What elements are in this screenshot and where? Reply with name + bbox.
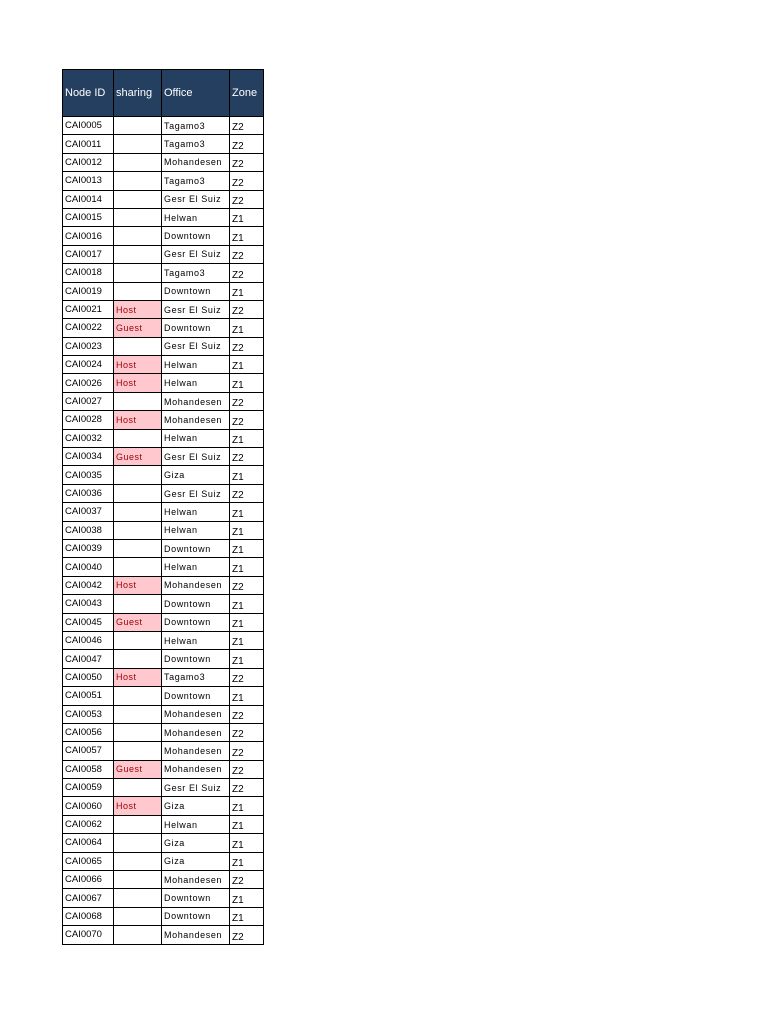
cell-office[interactable]: Helwan	[162, 429, 230, 447]
table-row	[63, 815, 264, 833]
cell-node-id[interactable]: CAI0066	[63, 871, 114, 889]
cell-zone[interactable]: Z1	[230, 852, 264, 870]
table-row	[63, 576, 264, 594]
cell-node-id[interactable]: CAI0024	[63, 356, 114, 374]
header-office[interactable]: Office	[162, 70, 230, 117]
cell-sharing[interactable]	[114, 723, 162, 741]
cell-zone[interactable]: Z1	[230, 797, 264, 815]
cell-zone[interactable]: Z2	[230, 153, 264, 171]
cell-zone[interactable]: Z2	[230, 117, 264, 135]
cell-zone[interactable]: Z1	[230, 319, 264, 337]
cell-node-id[interactable]: CAI0057	[63, 742, 114, 760]
cell-sharing[interactable]	[114, 650, 162, 668]
cell-node-id[interactable]: CAI0062	[63, 815, 114, 833]
cell-node-id[interactable]: CAI0017	[63, 245, 114, 263]
cell-sharing[interactable]	[114, 135, 162, 153]
cell-office[interactable]: Helwan	[162, 503, 230, 521]
table-row	[63, 687, 264, 705]
cell-node-id[interactable]: CAI0059	[63, 779, 114, 797]
cell-node-id[interactable]: CAI0014	[63, 190, 114, 208]
cell-sharing[interactable]	[114, 687, 162, 705]
table-row	[63, 337, 264, 355]
cell-node-id[interactable]: CAI0005	[63, 117, 114, 135]
table-row	[63, 558, 264, 576]
cell-zone[interactable]: Z2	[230, 190, 264, 208]
table-row	[63, 723, 264, 741]
cell-office[interactable]: Downtown	[162, 539, 230, 557]
cell-office[interactable]: Tagamo3	[162, 668, 230, 686]
cell-office[interactable]: Mohandesen	[162, 926, 230, 944]
cell-zone[interactable]: Z1	[230, 503, 264, 521]
cell-zone[interactable]: Z1	[230, 429, 264, 447]
cell-office[interactable]: Giza	[162, 834, 230, 852]
cell-sharing[interactable]	[114, 429, 162, 447]
cell-zone[interactable]: Z2	[230, 392, 264, 410]
cell-sharing[interactable]	[114, 889, 162, 907]
cell-office[interactable]: Downtown	[162, 889, 230, 907]
cell-node-id[interactable]: CAI0065	[63, 852, 114, 870]
cell-sharing[interactable]	[114, 539, 162, 557]
cell-node-id[interactable]: CAI0036	[63, 484, 114, 502]
cell-sharing[interactable]	[114, 558, 162, 576]
table-row	[63, 521, 264, 539]
cell-sharing[interactable]	[114, 705, 162, 723]
header-zone[interactable]: Zone	[230, 70, 264, 117]
cell-office[interactable]: Gesr El Suiz	[162, 245, 230, 263]
cell-sharing[interactable]: Guest	[114, 448, 162, 466]
cell-sharing[interactable]: Guest	[114, 760, 162, 778]
cell-zone[interactable]: Z1	[230, 539, 264, 557]
cell-office[interactable]: Mohandesen	[162, 576, 230, 594]
header-node-id[interactable]: Node ID	[63, 70, 114, 117]
cell-node-id[interactable]: CAI0011	[63, 135, 114, 153]
cell-sharing[interactable]	[114, 337, 162, 355]
cell-node-id[interactable]: CAI0070	[63, 926, 114, 944]
cell-zone[interactable]: Z1	[230, 650, 264, 668]
cell-node-id[interactable]: CAI0034	[63, 448, 114, 466]
table-row	[63, 650, 264, 668]
cell-sharing[interactable]	[114, 264, 162, 282]
cell-office[interactable]: Gesr El Suiz	[162, 779, 230, 797]
cell-zone[interactable]: Z1	[230, 227, 264, 245]
cell-office[interactable]: Helwan	[162, 521, 230, 539]
table-row	[63, 392, 264, 410]
table-row	[63, 705, 264, 723]
cell-office[interactable]: Mohandesen	[162, 723, 230, 741]
table-row	[63, 411, 264, 429]
cell-node-id[interactable]: CAI0040	[63, 558, 114, 576]
cell-office[interactable]: Giza	[162, 797, 230, 815]
cell-sharing[interactable]	[114, 521, 162, 539]
cell-sharing[interactable]	[114, 245, 162, 263]
table-body	[63, 117, 264, 945]
table-row	[63, 172, 264, 190]
cell-sharing[interactable]	[114, 907, 162, 925]
cell-zone[interactable]: Z2	[230, 871, 264, 889]
cell-office[interactable]: Helwan	[162, 815, 230, 833]
cell-zone[interactable]: Z2	[230, 172, 264, 190]
cell-office[interactable]: Mohandesen	[162, 742, 230, 760]
table-row	[63, 319, 264, 337]
table-row	[63, 282, 264, 300]
cell-node-id[interactable]: CAI0032	[63, 429, 114, 447]
cell-office[interactable]: Mohandesen	[162, 705, 230, 723]
cell-sharing[interactable]	[114, 742, 162, 760]
cell-zone[interactable]: Z1	[230, 815, 264, 833]
table-row	[63, 595, 264, 613]
cell-node-id[interactable]: CAI0039	[63, 539, 114, 557]
cell-zone[interactable]: Z1	[230, 208, 264, 226]
cell-node-id[interactable]: CAI0026	[63, 374, 114, 392]
table-row	[63, 356, 264, 374]
cell-zone[interactable]: Z2	[230, 411, 264, 429]
table-row	[63, 613, 264, 631]
cell-zone[interactable]: Z2	[230, 576, 264, 594]
table-row	[63, 484, 264, 502]
cell-node-id[interactable]: CAI0021	[63, 300, 114, 318]
cell-zone[interactable]: Z2	[230, 668, 264, 686]
cell-node-id[interactable]: CAI0050	[63, 668, 114, 686]
cell-node-id[interactable]: CAI0027	[63, 392, 114, 410]
cell-node-id[interactable]: CAI0068	[63, 907, 114, 925]
cell-node-id[interactable]: CAI0046	[63, 631, 114, 649]
table-row	[63, 760, 264, 778]
cell-zone[interactable]: Z2	[230, 264, 264, 282]
cell-sharing[interactable]	[114, 631, 162, 649]
cell-sharing[interactable]	[114, 172, 162, 190]
cell-office[interactable]: Helwan	[162, 208, 230, 226]
cell-node-id[interactable]: CAI0058	[63, 760, 114, 778]
table-row	[63, 117, 264, 135]
cell-node-id[interactable]: CAI0056	[63, 723, 114, 741]
cell-office[interactable]: Gesr El Suiz	[162, 484, 230, 502]
cell-node-id[interactable]: CAI0018	[63, 264, 114, 282]
cell-node-id[interactable]: CAI0067	[63, 889, 114, 907]
header-row	[63, 70, 264, 117]
cell-zone[interactable]: Z1	[230, 356, 264, 374]
spreadsheet-region	[62, 69, 264, 945]
cell-office[interactable]: Downtown	[162, 227, 230, 245]
header-sharing[interactable]: sharing	[114, 70, 162, 117]
cell-sharing[interactable]: Guest	[114, 319, 162, 337]
cell-node-id[interactable]: CAI0013	[63, 172, 114, 190]
cell-sharing[interactable]	[114, 834, 162, 852]
table-row	[63, 797, 264, 815]
cell-zone[interactable]: Z1	[230, 687, 264, 705]
cell-zone[interactable]: Z2	[230, 742, 264, 760]
cell-zone[interactable]: Z1	[230, 595, 264, 613]
cell-sharing[interactable]: Host	[114, 300, 162, 318]
table-row	[63, 208, 264, 226]
table-row	[63, 834, 264, 852]
cell-zone[interactable]: Z2	[230, 484, 264, 502]
cell-node-id[interactable]: CAI0016	[63, 227, 114, 245]
table-row	[63, 539, 264, 557]
cell-sharing[interactable]: Host	[114, 797, 162, 815]
cell-zone[interactable]: Z1	[230, 558, 264, 576]
cell-office[interactable]: Downtown	[162, 687, 230, 705]
cell-office[interactable]: Downtown	[162, 613, 230, 631]
cell-office[interactable]: Helwan	[162, 558, 230, 576]
cell-sharing[interactable]	[114, 190, 162, 208]
table-row	[63, 227, 264, 245]
cell-node-id[interactable]: CAI0045	[63, 613, 114, 631]
table-row	[63, 245, 264, 263]
cell-sharing[interactable]	[114, 484, 162, 502]
cell-office[interactable]: Gesr El Suiz	[162, 337, 230, 355]
cell-node-id[interactable]: CAI0053	[63, 705, 114, 723]
cell-office[interactable]: Mohandesen	[162, 392, 230, 410]
cell-sharing[interactable]	[114, 871, 162, 889]
cell-node-id[interactable]: CAI0047	[63, 650, 114, 668]
cell-sharing[interactable]: Host	[114, 668, 162, 686]
cell-zone[interactable]: Z1	[230, 466, 264, 484]
table-row	[63, 668, 264, 686]
cell-office[interactable]: Mohandesen	[162, 411, 230, 429]
cell-zone[interactable]: Z2	[230, 723, 264, 741]
cell-office[interactable]: Giza	[162, 466, 230, 484]
cell-zone[interactable]: Z2	[230, 705, 264, 723]
cell-node-id[interactable]: CAI0037	[63, 503, 114, 521]
cell-office[interactable]: Tagamo3	[162, 264, 230, 282]
cell-sharing[interactable]	[114, 595, 162, 613]
cell-office[interactable]: Downtown	[162, 319, 230, 337]
cell-zone[interactable]: Z2	[230, 300, 264, 318]
cell-office[interactable]: Tagamo3	[162, 117, 230, 135]
table-row	[63, 448, 264, 466]
table-row	[63, 631, 264, 649]
table-row	[63, 926, 264, 944]
cell-office[interactable]: Downtown	[162, 595, 230, 613]
cell-office[interactable]: Giza	[162, 852, 230, 870]
cell-sharing[interactable]: Host	[114, 576, 162, 594]
cell-zone[interactable]: Z1	[230, 374, 264, 392]
cell-sharing[interactable]	[114, 208, 162, 226]
cell-office[interactable]: Tagamo3	[162, 135, 230, 153]
cell-sharing[interactable]	[114, 503, 162, 521]
cell-office[interactable]: Gesr El Suiz	[162, 300, 230, 318]
node-table	[62, 69, 264, 945]
cell-node-id[interactable]: CAI0064	[63, 834, 114, 852]
cell-sharing[interactable]	[114, 227, 162, 245]
table-row	[63, 300, 264, 318]
cell-zone[interactable]: Z2	[230, 135, 264, 153]
cell-sharing[interactable]	[114, 466, 162, 484]
cell-node-id[interactable]: CAI0019	[63, 282, 114, 300]
cell-sharing[interactable]: Host	[114, 356, 162, 374]
cell-office[interactable]: Helwan	[162, 631, 230, 649]
cell-node-id[interactable]: CAI0028	[63, 411, 114, 429]
cell-office[interactable]: Downtown	[162, 907, 230, 925]
table-row	[63, 264, 264, 282]
table-row	[63, 466, 264, 484]
cell-node-id[interactable]: CAI0038	[63, 521, 114, 539]
cell-zone[interactable]: Z2	[230, 926, 264, 944]
cell-office[interactable]: Downtown	[162, 282, 230, 300]
cell-node-id[interactable]: CAI0022	[63, 319, 114, 337]
cell-zone[interactable]: Z2	[230, 760, 264, 778]
table-row	[63, 190, 264, 208]
table-row	[63, 153, 264, 171]
table-row	[63, 779, 264, 797]
cell-node-id[interactable]: CAI0035	[63, 466, 114, 484]
table-row	[63, 135, 264, 153]
cell-zone[interactable]: Z2	[230, 779, 264, 797]
cell-sharing[interactable]: Guest	[114, 613, 162, 631]
cell-office[interactable]: Mohandesen	[162, 760, 230, 778]
cell-node-id[interactable]: CAI0051	[63, 687, 114, 705]
cell-sharing[interactable]	[114, 779, 162, 797]
cell-sharing[interactable]	[114, 117, 162, 135]
cell-sharing[interactable]	[114, 852, 162, 870]
cell-office[interactable]: Helwan	[162, 374, 230, 392]
table-row	[63, 503, 264, 521]
cell-office[interactable]: Gesr El Suiz	[162, 190, 230, 208]
cell-node-id[interactable]: CAI0012	[63, 153, 114, 171]
cell-zone[interactable]: Z1	[230, 631, 264, 649]
cell-office[interactable]: Tagamo3	[162, 172, 230, 190]
cell-office[interactable]: Gesr El Suiz	[162, 448, 230, 466]
cell-office[interactable]: Mohandesen	[162, 871, 230, 889]
table-row	[63, 871, 264, 889]
cell-office[interactable]: Downtown	[162, 650, 230, 668]
cell-zone[interactable]: Z1	[230, 521, 264, 539]
cell-office[interactable]: Mohandesen	[162, 153, 230, 171]
cell-zone[interactable]: Z1	[230, 613, 264, 631]
cell-zone[interactable]: Z2	[230, 448, 264, 466]
cell-node-id[interactable]: CAI0060	[63, 797, 114, 815]
table-row	[63, 374, 264, 392]
cell-sharing[interactable]: Host	[114, 411, 162, 429]
cell-zone[interactable]: Z1	[230, 834, 264, 852]
cell-sharing[interactable]	[114, 153, 162, 171]
table-row	[63, 907, 264, 925]
cell-zone[interactable]: Z1	[230, 282, 264, 300]
cell-zone[interactable]: Z2	[230, 245, 264, 263]
cell-node-id[interactable]: CAI0023	[63, 337, 114, 355]
cell-node-id[interactable]: CAI0015	[63, 208, 114, 226]
cell-node-id[interactable]: CAI0042	[63, 576, 114, 594]
cell-node-id[interactable]: CAI0043	[63, 595, 114, 613]
cell-zone[interactable]: Z1	[230, 907, 264, 925]
table-row	[63, 889, 264, 907]
cell-sharing[interactable]: Host	[114, 374, 162, 392]
cell-zone[interactable]: Z2	[230, 337, 264, 355]
cell-sharing[interactable]	[114, 926, 162, 944]
table-row	[63, 742, 264, 760]
table-row	[63, 852, 264, 870]
cell-sharing[interactable]	[114, 392, 162, 410]
cell-zone[interactable]: Z1	[230, 889, 264, 907]
cell-sharing[interactable]	[114, 282, 162, 300]
table-row	[63, 429, 264, 447]
cell-office[interactable]: Helwan	[162, 356, 230, 374]
cell-sharing[interactable]	[114, 815, 162, 833]
